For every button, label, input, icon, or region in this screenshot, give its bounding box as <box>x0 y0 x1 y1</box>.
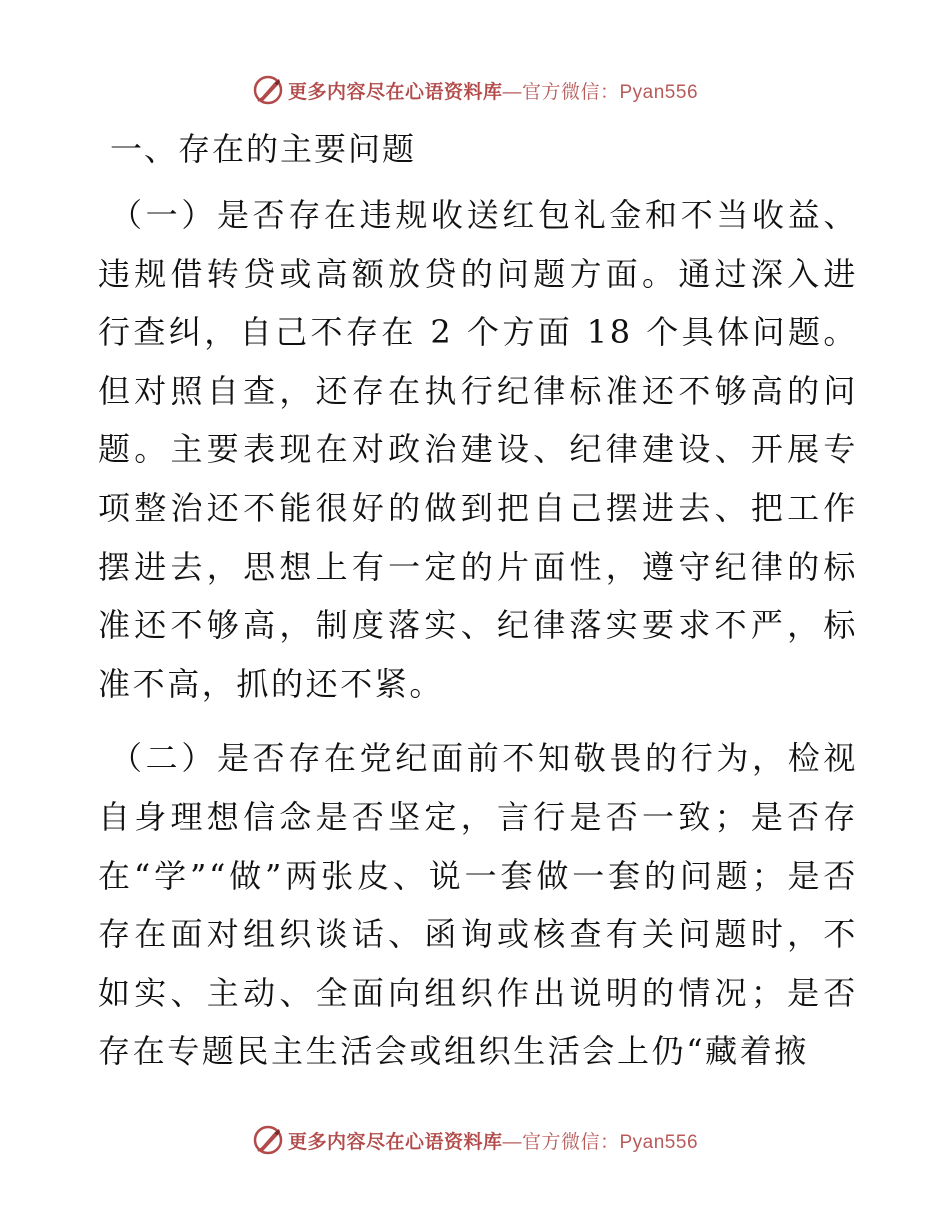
footer-watermark <box>0 1120 950 1160</box>
watermark-wechat-text: —官方微信：Pyan556 <box>502 1131 699 1153</box>
paragraph-1: （一）是否存在违规收送红包礼金和不当收益、违规借转贷或高额放贷的问题方面。通过深入进行查纠，自己不存在 2 个方面 18 个具体问题。但对照自查，还存在执行纪律标准还不够高的问题。主要表现在对政治建设、纪律建设、开展专项整治还不能很好的做到把自己摆进去、把工作摆进去，思想上有一定的片面性，遵守纪律的标准还不够高，制度落实、纪律落实要求不严，标准不高，抓的还不紧。 <box>98 196 858 703</box>
section-heading: 一、存在的主要问题 <box>110 130 417 168</box>
watermark-site-text: 更多内容尽在心语资料库 <box>287 1130 503 1153</box>
paragraph-2: （二）是否存在党纪面前不知敬畏的行为，检视自身理想信念是否坚定，言行是否一致；是否存在“学”“做”两张皮、说一套做一套的问题；是否存在面对组织谈话、函询或核查有关问题时，不如实、主动、全面向组织作出说明的情况；是否存在专题民主生活会或组织生活会上仍“藏着掖 <box>98 739 858 1071</box>
document-body <box>98 120 858 1097</box>
header-watermark <box>0 70 950 110</box>
watermark-text <box>288 1127 698 1154</box>
quill-pen-logo-icon <box>252 74 284 106</box>
watermark-wechat-text: —官方微信：Pyan556 <box>502 81 699 103</box>
watermark-text <box>288 77 698 104</box>
quill-pen-logo-icon <box>252 1124 284 1156</box>
watermark-site-text: 更多内容尽在心语资料库 <box>287 80 503 103</box>
